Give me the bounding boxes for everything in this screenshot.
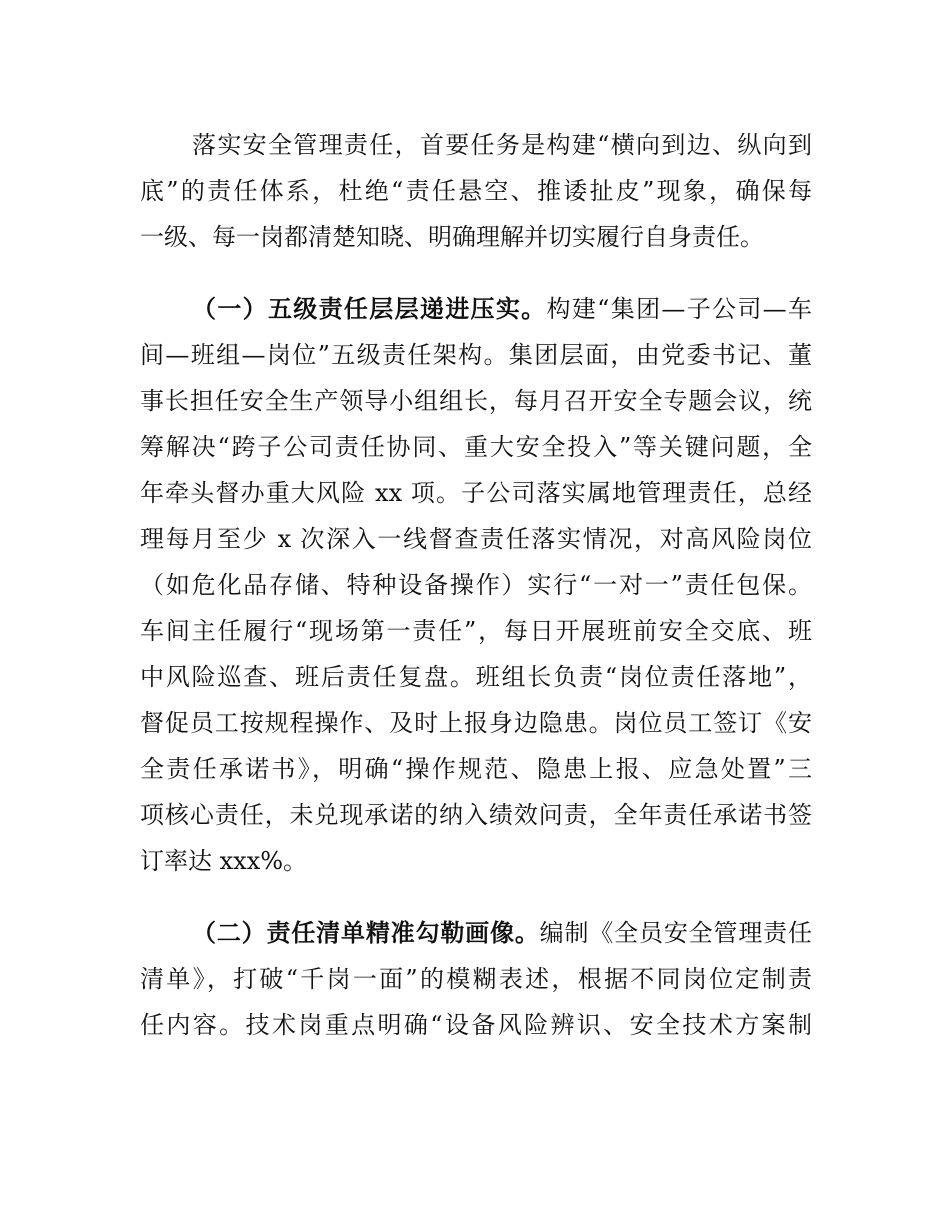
text-line: （如危化品存储、特种设备操作）实行“一对一”责任包保。 (140, 571, 812, 599)
paragraph-intro (140, 122, 812, 260)
text-line (140, 910, 812, 956)
text-line: 任内容。技术岗重点明确“设备风险辨识、安全技术方案制 (140, 1011, 812, 1039)
text-line: 项核心责任，未兑现承诺的纳入绩效问责，全年责任承诺书签 (140, 801, 812, 829)
text-run: 构建“集团—子公司—车 (546, 295, 813, 323)
text-line: 一级、每一岗都清楚知晓、明确理解并切实履行自身责任。 (140, 223, 764, 251)
text-run: 编制《全员安全管理责任 (539, 919, 813, 947)
text-line: 清单》，打破“千岗一面”的模糊表述，根据不同岗位定制责 (140, 965, 812, 993)
text-line (140, 286, 812, 332)
document-page (140, 122, 812, 1074)
paragraph-five-level-responsibility (140, 286, 812, 884)
text-line: 中风险巡查、班后责任复盘。班组长负责“岗位责任落地”， (140, 663, 812, 691)
text-line: 全责任承诺书》，明确“操作规范、隐患上报、应急处置”三 (140, 755, 812, 783)
text-line: 间—班组—岗位”五级责任架构。集团层面，由党委书记、董 (140, 341, 812, 369)
section-heading: （一）五级责任层层递进压实。 (192, 295, 547, 323)
text-line: 筹解决“跨子公司责任协同、重大安全投入”等关键问题，全 (140, 433, 812, 461)
text-line: 理每月至少 x 次深入一线督查责任落实情况，对高风险岗位 (140, 525, 812, 553)
text-line: 底”的责任体系，杜绝“责任悬空、推诿扯皮”现象，确保每 (140, 177, 812, 205)
text-line: 订率达 xxx%。 (140, 847, 308, 875)
paragraph-responsibility-list (140, 910, 812, 1048)
text-line: 年牵头督办重大风险 xx 项。子公司落实属地管理责任，总经 (140, 479, 812, 507)
section-heading: （二）责任清单精准勾勒画像。 (192, 919, 540, 947)
text-line: 事长担任安全生产领导小组组长，每月召开安全专题会议，统 (140, 387, 812, 415)
text-line: 车间主任履行“现场第一责任”，每日开展班前安全交底、班 (140, 617, 812, 645)
text-line: 落实安全管理责任，首要任务是构建“横向到边、纵向到 (192, 131, 812, 159)
text-line: 督促员工按规程操作、及时上报身边隐患。岗位员工签订《安 (140, 709, 812, 737)
